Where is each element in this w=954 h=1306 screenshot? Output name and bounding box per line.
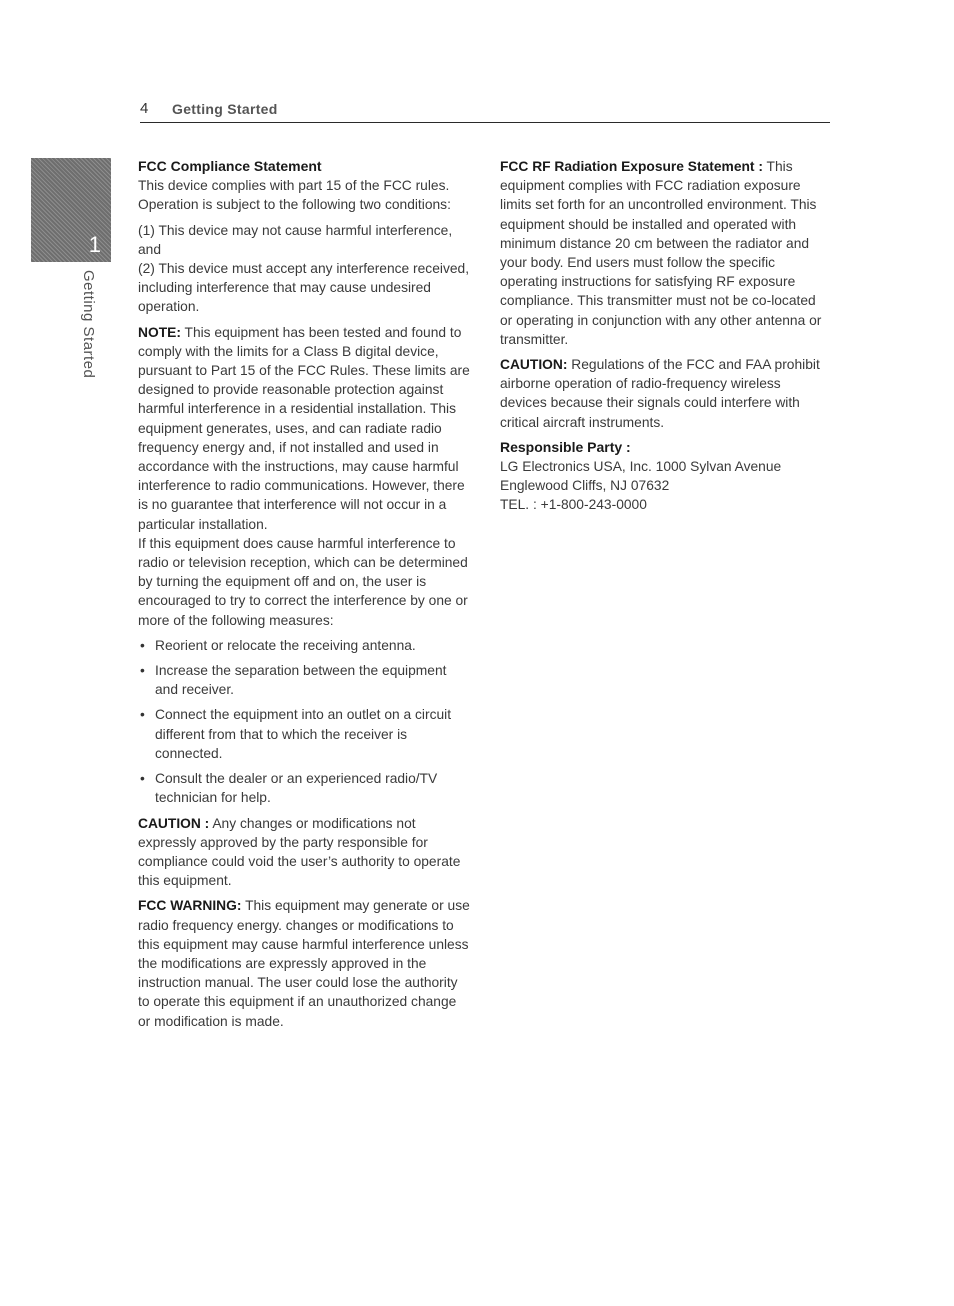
note-text: This equipment has been tested and found to comply with the limits for a Class B digital device, pursuant to Part 15 of the FCC Rules. These limits are designed to provide reasonable protection against harmful interference in a residential installation. This equipment generates, uses, and can radiate radio frequency energy and, if not installed and used in accordance with the instructions, may cause harmful interference to radio communications. However, there is no guarantee that interference will not occur in a particular installation. [138, 324, 470, 532]
fcc-compliance-heading: FCC Compliance Statement [138, 158, 322, 174]
chapter-side-label: Getting Started [80, 270, 97, 379]
faa-caution-paragraph [500, 355, 830, 432]
chapter-tab [31, 158, 111, 262]
header-section-title: Getting Started [172, 101, 278, 117]
list-item: • Connect the equipment into an outlet on a circuit different from that to which the receiver is connected. [138, 705, 470, 763]
caution-paragraph [138, 814, 470, 891]
party-phone: TEL. : +1-800-243-0000 [500, 497, 647, 513]
measures-list [138, 636, 470, 808]
note-paragraph-2: If this equipment does cause harmful interference to radio or television reception, which can be determined by turning the equipment off and on, the user is encouraged to try to correct the interference by one or more of the following measures: [138, 535, 468, 628]
fcc-warning-label: FCC WARNING: [138, 898, 242, 914]
left-column [138, 157, 470, 1037]
party-address-line-1: LG Electronics USA, Inc. 1000 Sylvan Avenue [500, 459, 782, 475]
list-item: • Consult the dealer or an experienced radio/TV technician for help. [138, 769, 470, 807]
condition-1: (1) This device may not cause harmful interference, and [138, 222, 453, 257]
list-item: • Increase the separation between the equipment and receiver. [138, 661, 470, 699]
responsible-party-block [500, 438, 830, 515]
right-column [500, 157, 830, 521]
chapter-number: 1 [88, 232, 101, 257]
rf-exposure-label: FCC RF Radiation Exposure Statement : [500, 159, 763, 174]
fcc-compliance-block [138, 157, 470, 215]
fcc-compliance-intro: This device complies with part 15 of the FCC rules. Operation is subject to the following two conditions: [138, 178, 451, 213]
caution-text: Any changes or modifications not expressly approved by the party responsible for compliance could void the user’s authority to operate this equipment. [138, 815, 461, 889]
condition-2: (2) This device must accept any interference received, including interference that may cause undesired operation. [138, 261, 470, 315]
caution-label: CAUTION : [138, 815, 210, 831]
page-number: 4 [140, 100, 149, 117]
fcc-warning-paragraph [138, 896, 470, 1030]
party-address-line-2: Englewood Cliffs, NJ 07632 [500, 478, 670, 494]
fcc-warning-text: This equipment may generate or use radio frequency energy. changes or modifications to this equipment may cause harmful interference unless the modifications are expressly approved in the instruction manual. The user could lose the authority to operate this equipment if an unauthorized change or modification is made. [138, 898, 470, 1029]
faa-caution-label: CAUTION: [500, 357, 568, 373]
rf-exposure-paragraph [500, 157, 830, 349]
note-label: NOTE: [138, 324, 181, 340]
note-paragraph [138, 323, 470, 534]
responsible-party-heading: Responsible Party : [500, 438, 631, 455]
rf-exposure-text: This equipment complies with FCC radiation exposure limits set forth for an uncontrolled environment. This equipment should be installed and operated with minimum distance 20 cm between the radiator and your body. End users must follow the specific operating instructions for satisfying RF exposure compliance. This transmitter must not be co-located or operating in conjunction with any other antenna or transmitter. [500, 159, 822, 347]
list-item: • Reorient or relocate the receiving antenna. [138, 636, 470, 655]
page-header [140, 100, 830, 123]
faa-caution-text: Regulations of the FCC and FAA prohibit airborne operation of radio-frequency wireless devices because their signals could interfere with critical aircraft instruments. [500, 357, 820, 430]
